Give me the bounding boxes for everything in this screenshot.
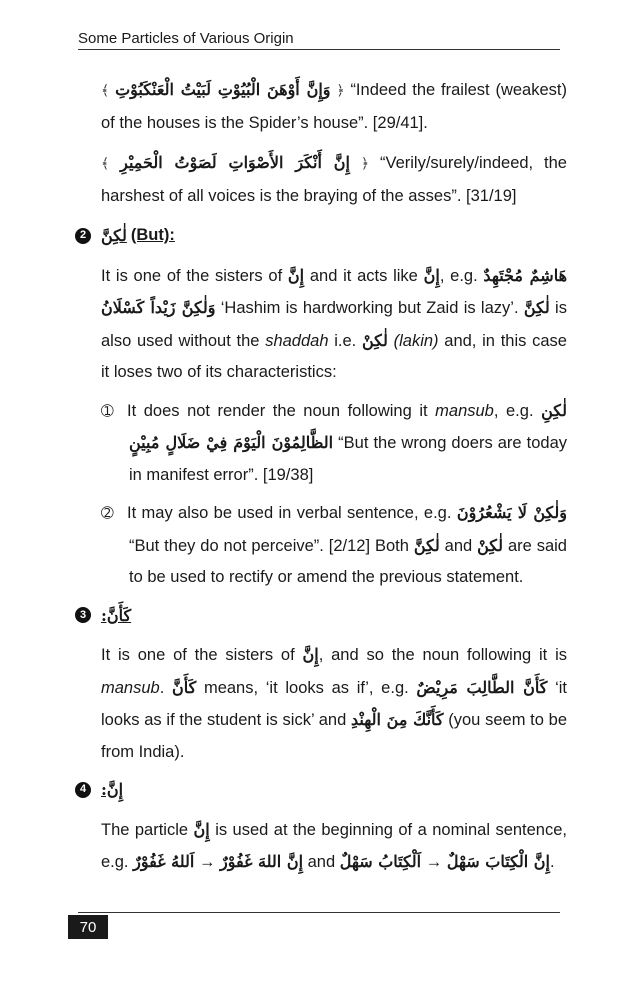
text: It does not render the noun following it <box>127 401 428 420</box>
text: It is one of the sisters of <box>101 266 283 285</box>
arabic-example: هَاشِمٌ مُجْتَهِدٌ وَلٰكِنَّ زَيْداً كَسْلَانُ <box>101 265 568 317</box>
lakinna-point-1 <box>101 395 568 492</box>
quote-1-translation: “Indeed the frailest (weakest) of the houses is the Spider’s house”. [29/41]. <box>101 81 567 132</box>
arabic-example: كَأَنَّ الطَّالِبَ مَرِيْضٌ <box>416 677 548 697</box>
text: and, in this case it loses two of its characteristics: <box>101 331 567 381</box>
text: . <box>159 678 165 697</box>
text: “But the wrong doers are today in manifest error”. [19/38] <box>129 434 568 484</box>
quote-2-translation: “Verily/surely/indeed, the harshest of all voices is the braying of the asses”. [31/19] <box>101 154 567 205</box>
section-heading-inna <box>75 774 567 806</box>
section-heading-arabic: إِنَّ: <box>101 780 124 799</box>
running-header: Some Particles of Various Origin <box>78 30 560 50</box>
inna-paragraph <box>101 814 567 879</box>
page-number: 70 <box>68 915 108 939</box>
quote-1 <box>101 74 567 139</box>
quote-2 <box>101 147 567 212</box>
quote-1-arabic: وَإِنَّ أَوْهَنَ الْبُيُوْتِ لَبَيْتُ الْعَنْكَبُوْتِ <box>115 80 331 99</box>
italic-term: shaddah <box>265 331 329 350</box>
circled-number-2: ➁ <box>101 504 114 522</box>
text: , e.g. <box>493 401 534 420</box>
quote-2-arabic: إِنَّ أَنْكَرَ الأَصْوَاتِ لَصَوْتُ الْحَمِيْرِ <box>120 153 350 172</box>
arabic-term: كَأَنَّ <box>172 677 197 697</box>
section-heading-kaanna <box>75 600 567 632</box>
arabic-example: اَلْكِتَابُ سَهْلٌ <box>339 852 422 871</box>
arrow-icon: → <box>425 853 443 871</box>
arabic-term: لٰكِنْ <box>361 330 388 350</box>
text: ‘Hashim is hardworking but Zaid is lazy’. <box>220 299 519 317</box>
quote-2-close-bracket: ﴿ <box>360 156 370 172</box>
section-number-badge: 3 <box>75 607 91 623</box>
arabic-verse: لٰكِنِ الظَّالِمُوْنَ الْيَوْمَ فِيْ ضَلَالٍ مُبِيْنٍ <box>129 400 567 452</box>
arabic-verse: وَلٰكِنْ لَا يَشْعُرُوْنَ <box>456 503 567 522</box>
arabic-term: إِنَّ <box>302 645 319 664</box>
section-number-badge: 2 <box>75 228 91 244</box>
text: . <box>549 853 555 871</box>
section-heading-arabic: لٰكِنَّ <box>101 226 127 245</box>
quote-1-close-bracket: ﴿ <box>336 83 345 99</box>
arrow-icon: → <box>198 853 216 871</box>
text: i.e. <box>334 331 357 350</box>
text: and it acts like <box>309 266 418 285</box>
text: , and so the noun following it is <box>318 646 567 664</box>
arabic-example: إِنَّ اللهَ غَفُوْرٌ <box>220 852 304 871</box>
arabic-term: لٰكِنْ <box>477 535 504 555</box>
text: means, ‘it looks as if’, e.g. <box>203 678 409 697</box>
text: and <box>444 536 473 555</box>
section-number-badge: 4 <box>75 782 91 798</box>
lakinna-point-2 <box>101 497 567 594</box>
text: The particle <box>101 820 189 839</box>
arabic-term: إِنَّ <box>423 265 440 285</box>
italic-term: (lakin) <box>393 331 439 350</box>
arabic-term: إِنَّ <box>193 819 210 839</box>
arabic-term: لٰكِنَّ <box>523 298 550 317</box>
text: are said to be used to rectify or amend the previous statement. <box>129 536 567 586</box>
lakinna-paragraph <box>101 260 567 389</box>
section-heading-text: (But): <box>130 226 175 244</box>
quote-1-open-bracket: ﴾ <box>101 83 110 99</box>
text: “But they do not perceive”. [2/12] Both <box>129 536 409 555</box>
quote-2-open-bracket: ﴾ <box>101 156 110 172</box>
kaanna-paragraph <box>101 639 567 768</box>
section-heading-arabic: كَأَنَّ: <box>101 605 132 625</box>
footer-rule <box>78 912 560 913</box>
text: It is one of the sisters of <box>101 646 295 664</box>
arabic-term: لٰكِنَّ <box>413 535 440 555</box>
arabic-example: اَللهُ غَفُوْرٌ <box>133 852 195 871</box>
text: (you seem to be from India). <box>101 711 568 761</box>
section-heading-lakinna <box>75 220 567 252</box>
text: and <box>307 853 336 871</box>
text: It may also be used in verbal sentence, e.g. <box>127 504 452 522</box>
arabic-example: إِنَّ الْكِتَابَ سَهْلٌ <box>446 852 550 871</box>
italic-term: mansub <box>101 678 160 697</box>
page-body <box>79 74 568 879</box>
arabic-example: كَأَنَّكَ مِنَ الْهِنْدِ <box>351 710 444 729</box>
arabic-term: إِنَّ <box>287 265 305 285</box>
text: is used at the beginning of a nominal sentence, e.g. <box>101 820 567 871</box>
italic-term: mansub <box>435 401 494 420</box>
text: is also used without the <box>101 299 567 350</box>
circled-number-1: ➀ <box>101 401 114 420</box>
text: ‘it looks as if the student is sick’ and <box>101 678 567 729</box>
text: , e.g. <box>439 266 478 285</box>
